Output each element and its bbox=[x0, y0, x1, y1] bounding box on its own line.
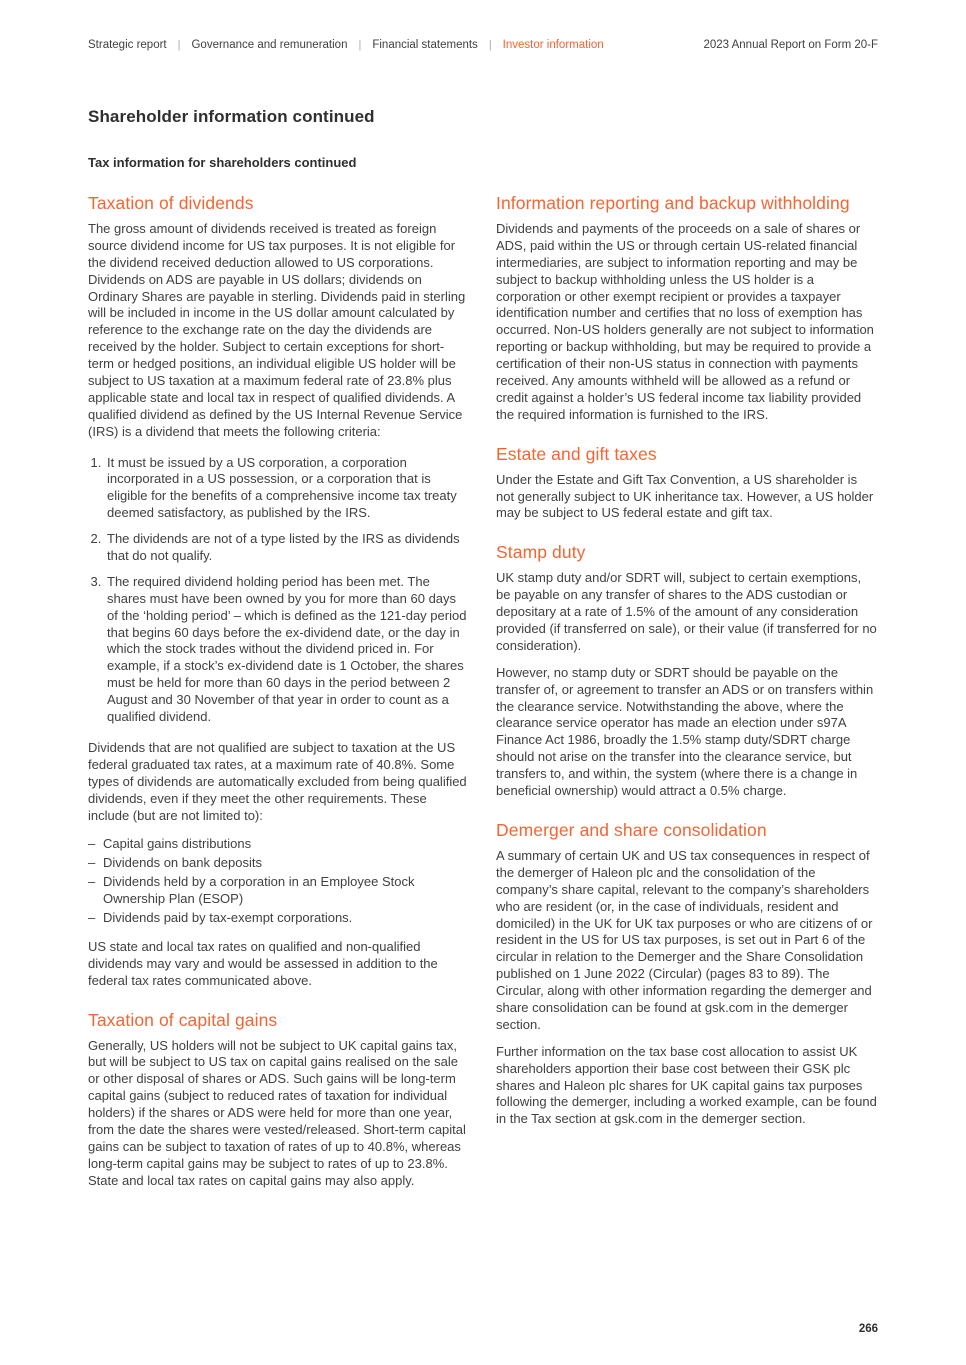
section-heading: Demerger and share consolidation bbox=[496, 819, 767, 840]
section-heading: Stamp duty bbox=[496, 542, 586, 563]
paragraph: US state and local tax rates on qualified and non-qualified dividends may vary and would be assessed in addition to the federal tax rates communicated above. bbox=[88, 938, 438, 988]
paragraph: Dividends and payments of the proceeds on a sale of shares or ADS, paid within the US or through certain US-related financial intermediaries, are subject to information reporting and may be subject to backup withholding unless the US holder is a corporation or other exempt recipient or provides a taxpayer identification number and certifies that no loss of exemption has occurred. Non-US holders generally are not subject to information reporting or backup withholding, but may be required to provide a certification of their non-US status in connection with payments received. Any amounts withheld will be allowed as a refund or credit against a holder’s US federal income tax liability provided the required information is furnished to the IRS. bbox=[496, 221, 874, 422]
page-number: 266 bbox=[858, 1323, 878, 1335]
list-item: 2. The dividends are not of a type listed by the IRS as dividends that do not qualify. bbox=[105, 531, 470, 565]
section-heading: Taxation of capital gains bbox=[88, 1009, 278, 1030]
list-item: – Capital gains distributions bbox=[88, 836, 470, 853]
paragraph: The gross amount of dividends received is treated as foreign source dividend income for US tax purposes. It is not eligible for the dividend received deduction allowed to US corporations. Dividends on ADS are payable in US dollars; dividends on Ordinary Shares are payable in sterling. Dividends paid in sterling will be included in income in the US dollar amount calculated by reference to the exchange rate on the day the dividends are received by the holder. Subject to certain exceptions for short-term or hedged positions, an individual eligible US holder will be subject to US taxation at a maximum federal rate of 23.8% plus applicable state and local tax in respect of qualified dividends. A qualified dividend as defined by the US Internal Revenue Service (IRS) is a dividend that meets the following criteria: bbox=[88, 221, 466, 439]
report-title: 2023 Annual Report on Form 20-F bbox=[703, 39, 878, 51]
left-column bbox=[88, 193, 470, 1190]
list-item: – Dividends held by a corporation in an Employee Stock Ownership Plan (ESOP) bbox=[88, 874, 470, 908]
paragraph: However, no stamp duty or SDRT should be payable on the transfer of, or agreement to transfer an ADS or on transfers within the clearance service. Notwithstanding the above, where the clearance service operator has made an election under s97A Finance Act 1986, broadly the 1.5% stamp duty/SDRT charge should not arise on the transfer into the clearance service, but transfers to, and within, the system (where there is a change in beneficial ownership) would attract a 0.5% charge. bbox=[496, 664, 874, 799]
list-item: 3. The required dividend holding period has been met. The shares must have been owned by you for more than 60 days of the ‘holding period’ – which is defined as the 121-day period that begins 60 days before the ex-dividend date, or the day in which the stock trades without the dividend priced in. For example, if a stock’s ex-dividend date is 1 October, the shares must be held for more than 60 days in the period between 2 August and 30 November of that year in order to count as a qualified dividend. bbox=[105, 574, 470, 726]
excluded-dividends-list bbox=[88, 836, 470, 926]
section-heading: Estate and gift taxes bbox=[496, 443, 657, 464]
two-column-layout bbox=[88, 193, 878, 1190]
right-column bbox=[496, 193, 878, 1190]
section-heading: Taxation of dividends bbox=[88, 193, 254, 213]
section-stamp-duty bbox=[496, 542, 878, 800]
nav-separator: | bbox=[177, 39, 181, 51]
section-taxation-of-dividends bbox=[88, 193, 470, 990]
paragraph: UK stamp duty and/or SDRT will, subject to certain exemptions, be payable on any transfer of shares to the ADS custodian or depositary at a rate of 1.5% of the amount of any consideration provided (if transferred on sale), or their value (if transferred for no consideration). bbox=[496, 570, 877, 653]
paragraph: A summary of certain UK and US tax consequences in respect of the demerger of Haleon plc and the consolidation of the company’s share capital, relevant to the company’s shareholders who are resident (or, in the case of individuals, resident and domiciled) in the UK for UK tax purposes or who are citizens of or resident in the US for US tax purposes, is set out in Part 6 of the circular in relation to the Demerger and the Share Consolidation published on 1 June 2022 (Circular) (pages 83 to 89). The Circular, along with other information regarding the demerger and share consolidation can be found at gsk.com in the demerger section. bbox=[496, 847, 873, 1032]
page-title: Shareholder information continued bbox=[88, 107, 375, 126]
list-item: – Dividends on bank deposits bbox=[88, 855, 470, 872]
section-estate-and-gift-taxes bbox=[496, 444, 878, 523]
paragraph: Generally, US holders will not be subject to UK capital gains tax, but will be subject to US tax on capital gains realised on the sale or other disposal of shares or ADS. Such gains will be long-term capital gains (subject to reduced rates of taxation for individual holders) if the shares or ADS were held for more than one year, from the date the shares were vested/released. Short-term capital gains can be subject to taxation of rates of up to 40.8%, whereas long-term capital gains may be subject to rates of up to 23.8%. State and local tax rates on capital gains may also apply. bbox=[88, 1037, 466, 1188]
main-content bbox=[88, 107, 878, 1190]
section-heading: Information reporting and backup withholding bbox=[496, 193, 850, 213]
list-item: 1. It must be issued by a US corporation, a corporation incorporated in a US possession, or a corporation that is eligible for the benefits of a comprehensive income tax treaty deemed satisfactory, as published by the IRS. bbox=[105, 455, 470, 523]
qualified-dividend-criteria-list bbox=[88, 455, 470, 726]
page-subtitle: Tax information for shareholders continued bbox=[88, 155, 357, 170]
nav-item-financial-statements[interactable]: Financial statements bbox=[372, 39, 478, 51]
nav-separator: | bbox=[358, 39, 362, 51]
paragraph: Further information on the tax base cost allocation to assist UK shareholders apportion their base cost between their GSK plc shares and Haleon plc shares for UK capital gains tax purposes following the demerger, including a worked example, can be found in the Tax section at gsk.com in the demerger section. bbox=[496, 1043, 877, 1127]
paragraph: Under the Estate and Gift Tax Convention, a US shareholder is not generally subject to UK inheritance tax. However, a US holder may be subject to US federal estate and gift tax. bbox=[496, 471, 874, 521]
nav-item-governance-and-remuneration[interactable]: Governance and remuneration bbox=[191, 39, 348, 51]
top-nav bbox=[88, 39, 878, 51]
nav-item-investor-information[interactable]: Investor information bbox=[502, 39, 604, 51]
section-demerger-and-share-consolidation bbox=[496, 820, 878, 1128]
section-taxation-of-capital-gains bbox=[88, 1010, 470, 1190]
nav-item-strategic-report[interactable]: Strategic report bbox=[88, 39, 167, 51]
paragraph: Dividends that are not qualified are subject to taxation at the US federal graduated tax rates, at a maximum rate of 40.8%. Some types of dividends are automatically excluded from being qualified dividends, even if they meet the other requirements. These include (but are not limited to): bbox=[88, 739, 467, 823]
section-information-reporting-and-backup-withholding bbox=[496, 193, 878, 424]
nav-separator: | bbox=[488, 39, 492, 51]
list-item: – Dividends paid by tax-exempt corporations. bbox=[88, 910, 470, 927]
nav-group bbox=[88, 39, 604, 51]
